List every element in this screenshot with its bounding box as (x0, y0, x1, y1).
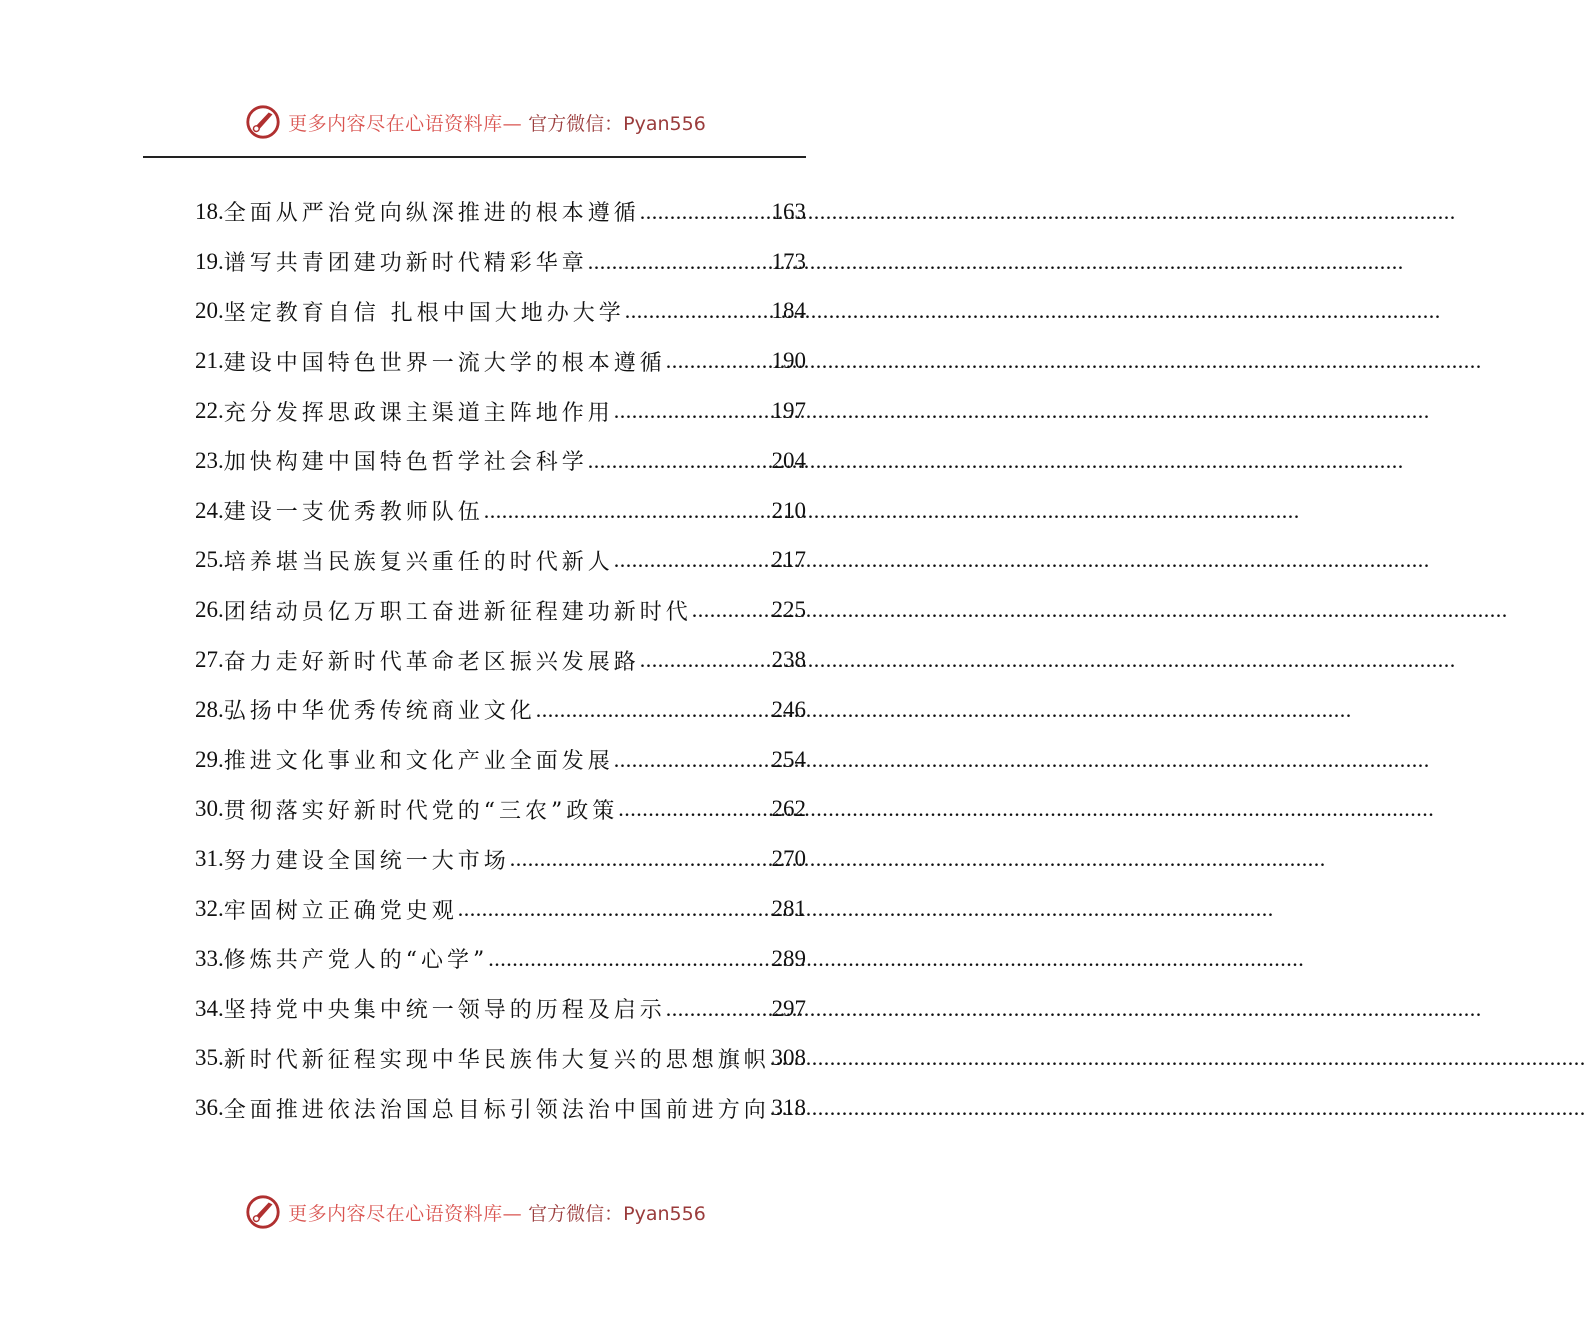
toc-entry-title: 建设中国特色世界一流大学的根本遵循 (223, 350, 666, 376)
header-banner (0, 100, 950, 144)
toc-dot-leader (666, 348, 772, 374)
toc-entry-page: 246 (771, 696, 806, 722)
footer-brand-text: 更多内容尽在心语资料库— (288, 1202, 523, 1225)
toc-entry-page: 210 (771, 497, 806, 523)
toc-entry-number: 35. (195, 1045, 224, 1071)
toc-entry-number: 30. (195, 796, 224, 822)
toc-entry-number: 22. (195, 398, 224, 424)
toc-dot-leader (484, 498, 772, 524)
toc-entry-title: 牢固树立正确党史观 (223, 898, 458, 924)
toc-dot-leader (692, 597, 772, 623)
header-wechat-text: 官方微信：Pyan556 (528, 112, 706, 135)
toc-entry[interactable] (195, 585, 806, 635)
toc-entry-number: 31. (195, 846, 224, 872)
toc-dot-leader (536, 697, 772, 723)
toc-entry-page: 297 (771, 995, 806, 1021)
toc-entry-title: 坚持党中央集中统一领导的历程及启示 (223, 998, 666, 1024)
toc-entry[interactable] (195, 187, 806, 237)
toc-entry-title: 充分发挥思政课主渠道主阵地作用 (223, 400, 614, 426)
toc-entry[interactable] (195, 237, 806, 287)
toc-entry-number: 23. (195, 447, 224, 473)
toc-dot-leader (488, 946, 771, 972)
toc-entry-title: 团结动员亿万职工奋进新征程建功新时代 (223, 599, 692, 625)
toc-entry-title: 努力建设全国统一大市场 (223, 848, 510, 874)
toc-entry[interactable] (195, 536, 806, 586)
toc-entry[interactable] (195, 735, 806, 785)
toc-entry[interactable] (195, 386, 806, 436)
toc-entry-page: 184 (771, 298, 806, 324)
header-divider (143, 156, 806, 158)
toc-entry-number: 27. (195, 647, 224, 673)
toc-entry-number: 19. (195, 248, 224, 274)
toc-entry-page: 238 (771, 647, 806, 673)
toc-entry[interactable] (195, 884, 806, 934)
toc-entry-page: 281 (771, 896, 806, 922)
toc-entry-title: 新时代新征程实现中华民族伟大复兴的思想旗帜 (223, 1047, 770, 1073)
toc-entry-title: 坚定教育自信 扎根中国大地办大学 (223, 300, 625, 326)
toc-dot-leader (618, 796, 771, 822)
toc-dot-leader (640, 647, 772, 673)
toc-entry-page: 270 (771, 846, 806, 872)
toc-entry-title: 奋力走好新时代革命老区振兴发展路 (223, 649, 640, 675)
toc-entry[interactable] (195, 1034, 806, 1084)
footer-wechat-text: 官方微信：Pyan556 (528, 1202, 706, 1225)
toc-dot-leader (588, 448, 772, 474)
brush-logo-icon (244, 1193, 282, 1231)
toc-entry-title: 推进文化事业和文化产业全面发展 (223, 749, 614, 775)
toc-entry-page: 173 (771, 248, 806, 274)
toc-entry[interactable] (195, 685, 806, 735)
toc-entry[interactable] (195, 1083, 806, 1133)
toc-entry-title: 培养堪当民族复兴重任的时代新人 (223, 549, 614, 575)
toc-entry-number: 33. (195, 945, 224, 971)
toc-entry[interactable] (195, 934, 806, 984)
header-brand-text: 更多内容尽在心语资料库— (288, 112, 523, 135)
toc-dot-leader (625, 298, 772, 324)
toc-entry-page: 289 (771, 945, 806, 971)
toc-entry-number: 28. (195, 696, 224, 722)
toc-entry-title: 修炼共产党人的“心学” (223, 948, 489, 974)
toc-entry-number: 25. (195, 547, 224, 573)
toc-entry[interactable] (195, 287, 806, 337)
toc-entry-title: 加快构建中国特色哲学社会科学 (223, 450, 588, 476)
toc-entry-number: 36. (195, 1095, 224, 1121)
brush-logo-icon (244, 103, 282, 141)
toc-entry-number: 24. (195, 497, 224, 523)
table-of-contents (195, 187, 806, 1133)
toc-dot-leader (640, 199, 772, 225)
toc-entry[interactable] (195, 984, 806, 1034)
toc-dot-leader (458, 896, 772, 922)
toc-entry-number: 34. (195, 995, 224, 1021)
toc-entry[interactable] (195, 834, 806, 884)
toc-entry[interactable] (195, 635, 806, 685)
toc-entry-number: 29. (195, 746, 224, 772)
toc-entry[interactable] (195, 486, 806, 536)
toc-entry-page: 254 (771, 746, 806, 772)
toc-dot-leader (614, 547, 772, 573)
toc-entry-page: 318 (771, 1095, 806, 1121)
toc-entry-title: 谱写共青团建功新时代精彩华章 (223, 251, 588, 277)
toc-entry-title: 建设一支优秀教师队伍 (223, 500, 484, 526)
toc-dot-leader (614, 398, 772, 424)
toc-entry-title: 弘扬中华优秀传统商业文化 (223, 699, 536, 725)
toc-dot-leader (588, 249, 772, 275)
footer-banner-content (244, 1193, 706, 1231)
toc-entry-number: 32. (195, 896, 224, 922)
toc-entry-page: 217 (771, 547, 806, 573)
toc-entry[interactable] (195, 336, 806, 386)
toc-entry-page: 225 (771, 597, 806, 623)
toc-entry-page: 308 (771, 1045, 806, 1071)
toc-entry-page: 197 (771, 398, 806, 424)
toc-entry-title: 全面从严治党向纵深推进的根本遵循 (223, 201, 640, 227)
toc-entry-page: 262 (771, 796, 806, 822)
toc-dot-leader (666, 996, 772, 1022)
toc-entry-page: 190 (771, 348, 806, 374)
toc-entry-number: 18. (195, 198, 224, 224)
toc-entry-page: 204 (771, 447, 806, 473)
toc-entry[interactable] (195, 785, 806, 835)
header-banner-content (244, 103, 706, 141)
toc-entry[interactable] (195, 436, 806, 486)
toc-entry-title: 全面推进依法治国总目标引领法治中国前进方向 (223, 1097, 770, 1123)
toc-entry-number: 26. (195, 597, 224, 623)
toc-dot-leader (614, 747, 772, 773)
toc-entry-number: 21. (195, 348, 224, 374)
toc-entry-title: 贯彻落实好新时代党的“三农”政策 (223, 798, 619, 824)
toc-entry-page: 163 (771, 198, 806, 224)
toc-entry-number: 20. (195, 298, 224, 324)
toc-dot-leader (510, 846, 772, 872)
footer-banner (0, 1190, 950, 1234)
